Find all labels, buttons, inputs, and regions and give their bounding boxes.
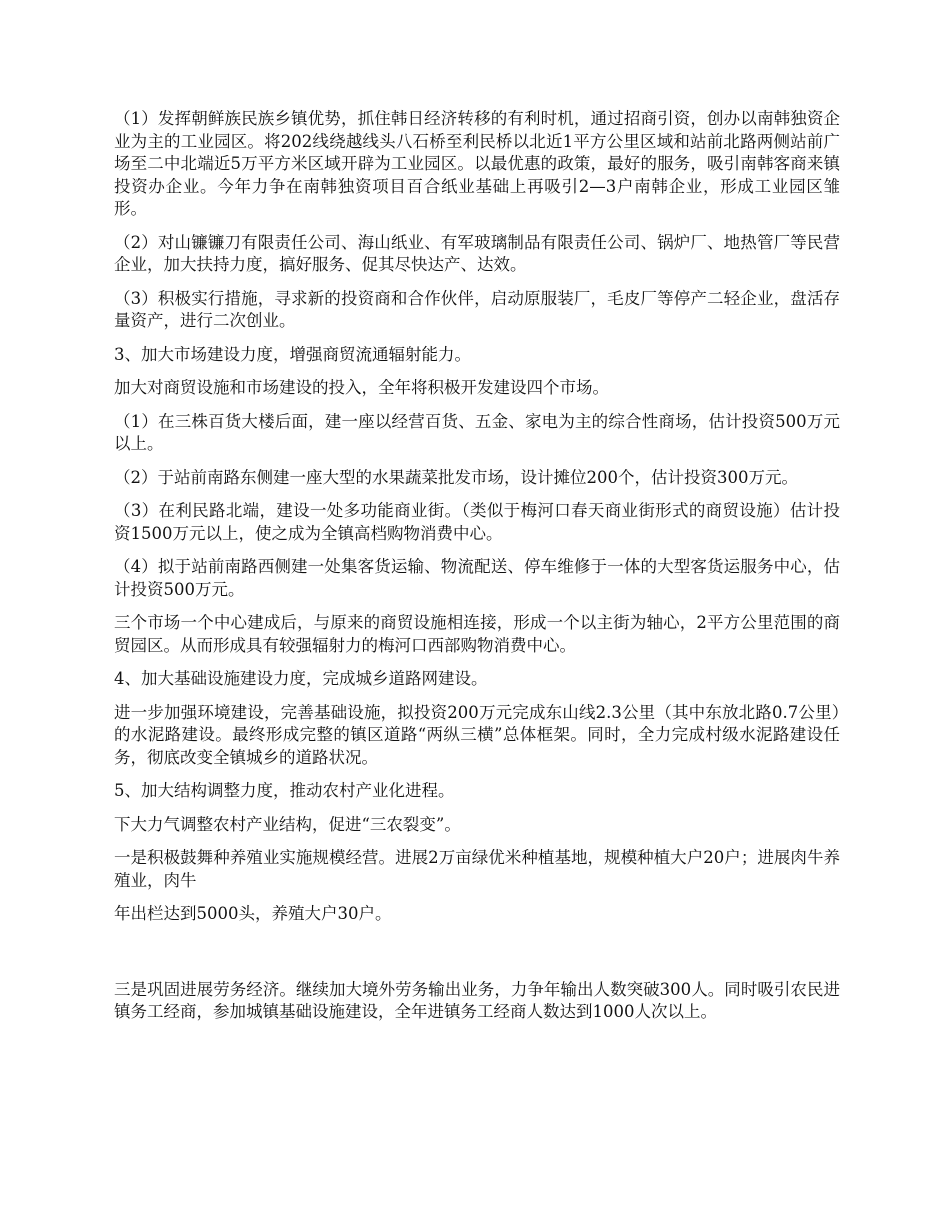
paragraph-10: 进一步加强环境建设，完善基础设施，拟投资200万元完成东山线2.3公里（其中东放北路0.7公里）的水泥路建设。最终形成完整的镇区道路“两纵三横”总体框架。同时，全力完成村级水泥路建设任务，彻底改变全镇城乡的道路状况。	[114, 702, 840, 767]
paragraph-5: （1）在三株百货大楼后面，建一座以经营百货、五金、家电为主的综合性商场，估计投资500万元以上。	[114, 411, 840, 453]
paragraph-2: （2）对山镰镰刀有限责任公司、海山纸业、有军玻璃制品有限责任公司、锅炉厂、地热管厂等民营企业，加大扶持力度，搞好服务、促其尽快达产、达效。	[114, 232, 840, 274]
document-body	[114, 108, 840, 1035]
paragraph-9: 三个市场一个中心建成后，与原来的商贸设施相连接，形成一个以主街为轴心，2平方公里范围的商贸园区。从而形成具有较强辐射力的梅河口西部购物消费中心。	[114, 613, 840, 655]
paragraph-1: （1）发挥朝鲜族民族乡镇优势，抓住韩日经济转移的有利时机，通过招商引资，创办以南韩独资企业为主的工业园区。将202线绕越线头八石桥至利民桥以北近1平方公里区域和站前北路两侧站前广场至二中北端近5万平方米区域开辟为工业园区。以最优惠的政策，最好的服务，吸引南韩客商来镇投资办企业。今年力争在南韩独资项目百合纸业基础上再吸引2—3户南韩企业，形成工业园区雏形。	[114, 109, 840, 218]
paragraph-3: （3）积极实行措施，寻求新的投资商和合作伙伴，启动原服装厂，毛皮厂等停产二轻企业，盘活存量资产，进行二次创业。	[114, 288, 840, 330]
section-heading-5: 5、加大结构调整力度，推动农村产业化进程。	[114, 781, 455, 800]
paragraph-13: 年出栏达到5000头，养殖大户30户。	[114, 904, 392, 923]
paragraph-7: （3）在利民路北端，建设一处多功能商业街。（类似于梅河口春天商业街形式的商贸设施）估计投资1500万元以上，使之成为全镇高档购物消费中心。	[114, 501, 840, 543]
paragraph-6: （2）于站前南路东侧建一座大型的水果蔬菜批发市场，设计摊位200个，估计投资300万元。	[114, 467, 798, 487]
paragraph-4: 加大对商贸设施和市场建设的投入，全年将积极开发建设四个市场。	[114, 378, 609, 397]
paragraph-12: 一是积极鼓舞种养殖业实施规模经营。进展2万亩绿优米种植基地，规模种植大户20户；进展肉牛养殖业，肉牛	[114, 848, 840, 890]
paragraph-11: 下大力气调整农村产业结构，促进“三农裂变”。	[114, 814, 461, 834]
section-heading-4: 4、加大基础设施建设力度，完成城乡道路网建设。	[114, 669, 488, 688]
section-heading-3: 3、加大市场建设力度，增强商贸流通辐射能力。	[114, 344, 471, 364]
paragraph-14: 三是巩固进展劳务经济。继续加大境外劳务输出业务，力争年输出人数突破300人。同时吸引农民进镇务工经商，参加城镇基础设施建设，全年进镇务工经商人数达到1000人次以上。	[114, 979, 840, 1021]
paragraph-8: （4）拟于站前南路西侧建一处集客货运输、物流配送、停车维修于一体的大型客货运服务中心，估计投资500万元。	[114, 557, 840, 599]
